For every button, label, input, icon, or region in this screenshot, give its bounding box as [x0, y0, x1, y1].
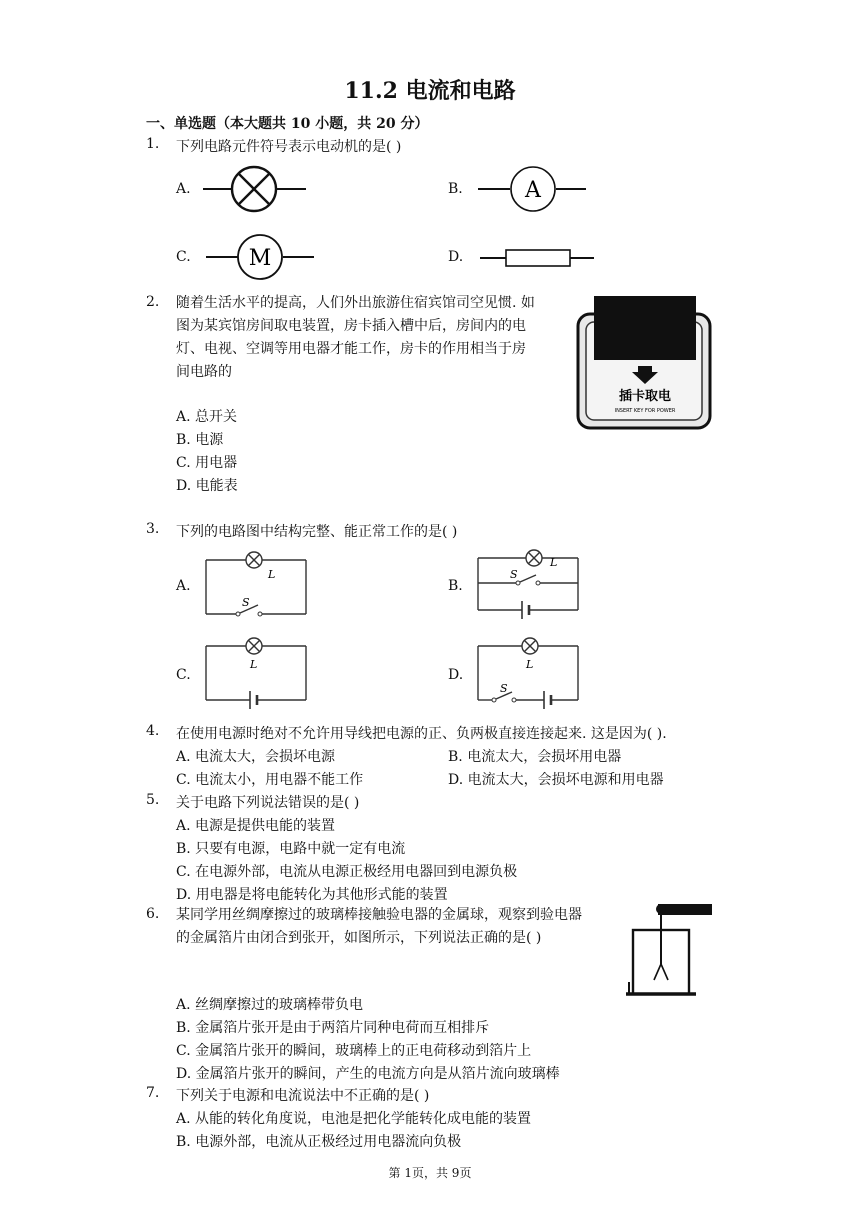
- question-3-text: 下列的电路图中结构完整、能正常工作的是( ): [176, 524, 458, 540]
- q6-option-a: A. 丝绸摩擦过的玻璃棒带负电: [176, 997, 364, 1013]
- q1-option-d-label: D.: [448, 249, 464, 265]
- question-4-number: 4.: [146, 723, 160, 739]
- circuit-a: [204, 548, 310, 618]
- question-1-text: 下列电路元件符号表示电动机的是( ): [176, 139, 402, 155]
- q3-option-c-label: C.: [176, 667, 191, 683]
- question-2-line: 随着生活水平的提高，人们外出旅游住宿宾馆司空见惯. 如: [176, 295, 535, 311]
- question-6-text: [176, 904, 582, 950]
- electroscope-image: [624, 900, 716, 1000]
- question-2-line: 间电路的: [176, 364, 232, 380]
- page-title: 11.2 电流和电路: [344, 78, 516, 104]
- question-6-line: 某同学用丝绸摩擦过的玻璃棒接触验电器的金属球，观察到验电器: [176, 907, 582, 923]
- question-2-line: 图为某宾馆房间取电装置，房卡插入槽中后，房间内的电: [176, 318, 526, 334]
- q4-option-c: C. 电流太小，用电器不能工作: [176, 772, 364, 788]
- q4-option-b: B. 电流太大，会损坏用电器: [448, 749, 622, 765]
- q4-option-d: D. 电流太大，会损坏电源和用电器: [448, 772, 664, 788]
- page-footer: 第 1页，共 9页: [388, 1166, 472, 1180]
- question-6-number: 6.: [146, 906, 160, 922]
- q3-option-d-label: D.: [448, 667, 464, 683]
- card-slot-image: [576, 296, 714, 432]
- q2-option-d: D. 电能表: [176, 478, 238, 494]
- resistor-symbol: [478, 248, 596, 268]
- question-2-text: [176, 292, 535, 384]
- question-4-text: 在使用电源时绝对不允许用导线把电源的正、负两极直接连接起来. 这是因为( ).: [176, 726, 667, 742]
- lamp-label: L: [268, 568, 276, 581]
- question-7-text: 下列关于电源和电流说法中不正确的是( ): [176, 1088, 430, 1104]
- question-2-line: 灯、电视、空调等用电器才能工作，房卡的作用相当于房: [176, 341, 526, 357]
- q7-option-b: B. 电源外部，电流从正极经过用电器流向负极: [176, 1134, 462, 1150]
- circuit-b: [476, 546, 582, 624]
- switch-label: S: [242, 596, 250, 609]
- q5-option-d: D. 用电器是将电能转化为其他形式能的装置: [176, 887, 448, 903]
- q1-option-b-label: B.: [448, 181, 463, 197]
- circuit-c: [204, 636, 310, 710]
- question-5-text: 关于电路下列说法错误的是( ): [176, 795, 360, 811]
- ammeter-symbol: [476, 165, 588, 213]
- lamp-label: L: [250, 658, 258, 671]
- card-slot-sublabel: INSERT KEY FOR POWER: [614, 408, 676, 414]
- question-7-number: 7.: [146, 1085, 160, 1101]
- ammeter-letter: A: [525, 178, 541, 203]
- card-slot-label: 插卡取电: [618, 389, 672, 404]
- question-5-number: 5.: [146, 792, 160, 808]
- q6-option-b: B. 金属箔片张开是由于两箔片同种电荷而互相排斥: [176, 1020, 490, 1036]
- switch-label: S: [500, 682, 508, 695]
- q3-option-a-label: A.: [176, 578, 191, 594]
- q5-option-c: C. 在电源外部，电流从电源正极经用电器回到电源负极: [176, 864, 518, 880]
- q7-option-a: A. 从能的转化角度说，电池是把化学能转化成电能的装置: [176, 1111, 532, 1127]
- lamp-label: L: [550, 556, 558, 569]
- section-heading: 一、单选题（本大题共 10 小题，共 20 分）: [146, 116, 429, 132]
- q6-option-d: D. 金属箔片张开的瞬间，产生的电流方向是从箔片流向玻璃棒: [176, 1066, 560, 1082]
- q6-option-c: C. 金属箔片张开的瞬间，玻璃棒上的正电荷移动到箔片上: [176, 1043, 532, 1059]
- q2-option-a: A. 总开关: [176, 409, 238, 425]
- q1-option-a-label: A.: [176, 181, 191, 197]
- q5-option-b: B. 只要有电源，电路中就一定有电流: [176, 841, 406, 857]
- question-2-number: 2.: [146, 294, 160, 310]
- question-3-number: 3.: [146, 521, 160, 537]
- q2-option-b: B. 电源: [176, 432, 224, 448]
- q3-option-b-label: B.: [448, 578, 463, 594]
- question-6-line: 的金属箔片由闭合到张开，如图所示，下列说法正确的是( ): [176, 930, 542, 946]
- motor-letter: M: [248, 246, 272, 271]
- q5-option-a: A. 电源是提供电能的装置: [176, 818, 336, 834]
- q4-option-a: A. 电流太大，会损坏电源: [176, 749, 336, 765]
- q1-option-c-label: C.: [176, 249, 191, 265]
- motor-symbol: [204, 233, 316, 281]
- q2-option-c: C. 用电器: [176, 455, 238, 471]
- switch-label: S: [510, 568, 518, 581]
- question-1-number: 1.: [146, 136, 160, 152]
- circuit-d: [476, 636, 582, 710]
- lamp-label: L: [526, 658, 534, 671]
- lamp-symbol: [200, 165, 310, 213]
